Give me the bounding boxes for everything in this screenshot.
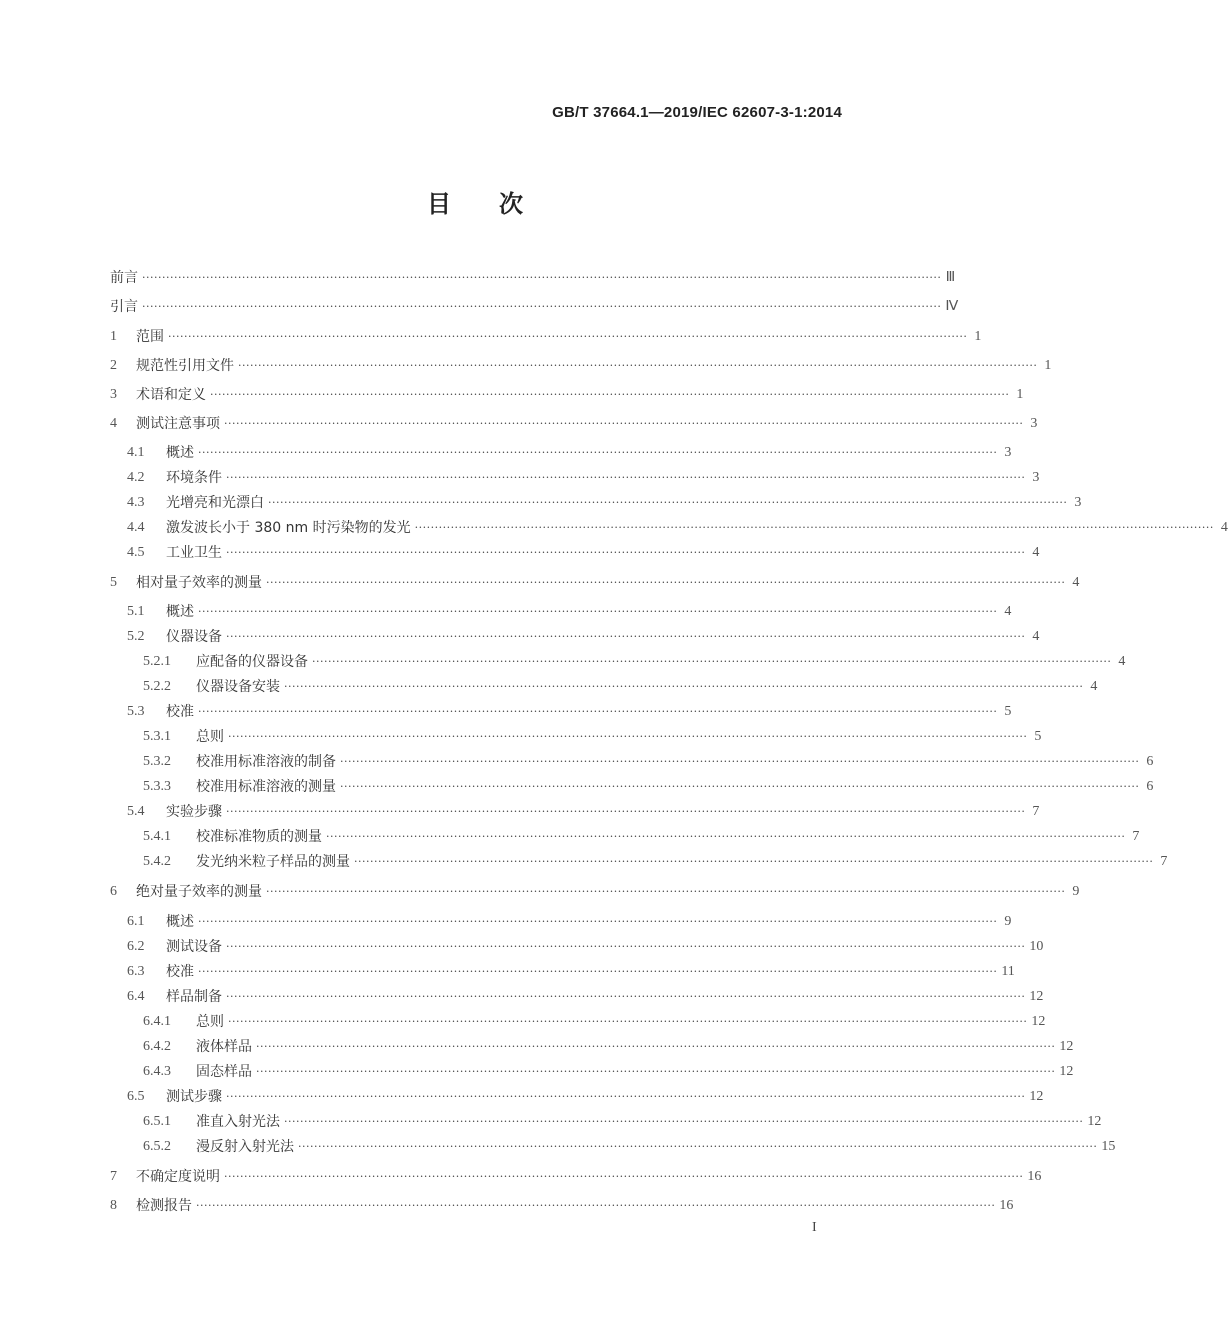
leader-dots: ········································································································································································································ [256,1040,1056,1053]
leader-dots: ········································································································································································································ [226,940,1026,953]
toc-entry-title: 校准 [166,704,194,720]
toc-entry-number: 6.5.2 [143,1139,171,1154]
toc-entry[interactable] [0,442,1012,464]
toc-entry-page: 5 [1004,704,1012,719]
toc-entry-number: 5.1 [127,604,145,619]
leader-dots: ········································································································································································································ [226,1090,1026,1103]
toc-entry-title: 测试注意事项 [136,416,220,432]
toc-entry[interactable] [0,701,1012,723]
toc-entry[interactable] [0,601,1012,623]
leader-dots: ········································································································································································································ [340,755,1140,768]
toc-entry-page: 6 [1146,779,1154,794]
toc-entry[interactable] [0,626,1040,648]
toc-entry-number: 4.5 [127,545,145,560]
leader-dots: ········································································································································································································ [198,705,998,718]
leader-dots: ········································································································································································································ [142,271,942,284]
toc-entry-page: 3 [1030,416,1038,431]
title-char: 目 [427,190,451,218]
toc-entry-page: 12 [1031,1014,1046,1029]
toc-entry-page: 4 [1032,629,1040,644]
toc-entry-title: 校准标准物质的测量 [196,829,322,845]
toc-entry-title: 环境条件 [166,470,222,486]
toc-entry-page: 12 [1059,1064,1074,1079]
toc-entry-number: 6.2 [127,939,145,954]
toc-entry[interactable] [0,467,1040,489]
toc-entry-number: 6.4.3 [143,1064,171,1079]
toc-entry-page: 5 [1034,729,1042,744]
leader-dots: ········································································································································································································ [268,496,1068,509]
toc-entry-number: 2 [110,358,117,373]
toc-entry-title: 工业卫生 [166,545,222,561]
toc-entry-number: 4.3 [127,495,145,510]
toc-entry[interactable] [0,651,1126,673]
toc-entry[interactable] [0,726,1042,748]
leader-dots: ········································································································································································································ [238,359,1038,372]
toc-entry[interactable] [0,826,1140,848]
toc-entry-number: 1 [110,329,117,344]
toc-entry-number: 5 [110,575,117,590]
leader-dots: ········································································································································································································ [354,855,1154,868]
toc-entry-page: 7 [1132,829,1140,844]
leader-dots: ········································································································································································································ [312,655,1112,668]
toc-entry-title: 测试步骤 [166,1089,222,1105]
toc-entry-title: 绝对量子效率的测量 [136,884,262,900]
toc-entry-title: 总则 [196,1014,224,1030]
toc-entry-page: 1 [1044,358,1052,373]
standard-number-header: GB/T 37664.1—2019/IEC 62607-3-1:2014 [552,104,842,121]
toc-entry[interactable] [0,542,1040,564]
toc-entry-page: 10 [1029,939,1044,954]
toc-entry[interactable] [0,384,1024,406]
toc-entry-title: 准直入射光法 [196,1114,280,1130]
toc-entry-number: 5.3 [127,704,145,719]
toc-entry[interactable] [0,1061,1074,1083]
toc-entry-number: 5.3.3 [143,779,171,794]
toc-entry-number: 5.4.2 [143,854,171,869]
toc-entry[interactable] [0,267,956,289]
toc-entry[interactable] [0,1136,1116,1158]
toc-entry[interactable] [0,296,959,318]
toc-entry-page: 3 [1032,470,1040,485]
toc-entry-page: 4 [1118,654,1126,669]
toc-entry-title: 不确定度说明 [136,1169,220,1185]
toc-entry[interactable] [0,751,1154,773]
leader-dots: ········································································································································································································ [266,576,1066,589]
toc-entry-title: 总则 [196,729,224,745]
toc-entry-page: 12 [1029,1089,1044,1104]
toc-entry[interactable] [0,801,1040,823]
toc-entry-page: 15 [1101,1139,1116,1154]
toc-entry[interactable] [0,676,1098,698]
leader-dots: ········································································································································································································ [226,805,1026,818]
leader-dots: ········································································································································································································ [228,730,1028,743]
toc-entry-title: 固态样品 [196,1064,252,1080]
leader-dots: ········································································································································································································ [284,680,1084,693]
leader-dots: ········································································································································································································ [168,330,968,343]
toc-entry-page: 16 [1027,1169,1042,1184]
toc-entry-title: 概述 [166,914,194,930]
leader-dots: ········································································································································································································ [198,965,998,978]
toc-entry[interactable] [0,776,1154,798]
toc-entry-title: 相对量子效率的测量 [136,575,262,591]
toc-entry-number: 4.2 [127,470,145,485]
toc-entry-number: 5.3.2 [143,754,171,769]
toc-entry-number: 4.4 [127,520,145,535]
toc-entry-number: 6 [110,884,117,899]
toc-entry-title: 术语和定义 [136,387,206,403]
toc-entry-number: 6.1 [127,914,145,929]
leader-dots: ········································································································································································································ [284,1115,1084,1128]
toc-entry-title: 光增亮和光漂白 [166,495,264,511]
toc-entry-title: 校准用标准溶液的测量 [196,779,336,795]
leader-dots: ········································································································································································································ [142,300,942,313]
leader-dots: ········································································································································································································ [414,521,1214,534]
leader-dots: ········································································································································································································ [198,915,998,928]
toc-entry-title: 规范性引用文件 [136,358,234,374]
toc-entry[interactable] [0,326,982,348]
toc-entry-number: 5.4.1 [143,829,171,844]
leader-dots: ········································································································································································································ [196,1199,996,1212]
toc-entry-number: 5.2 [127,629,145,644]
toc-entry-title: 激发波长小于 380 nm 时污染物的发光 [166,520,411,536]
toc-entry-number: 8 [110,1198,117,1213]
toc-entry[interactable] [0,517,1228,539]
leader-dots: ········································································································································································································ [210,388,1010,401]
toc-entry-title: 概述 [166,604,194,620]
toc-entry-number: 5.2.1 [143,654,171,669]
toc-entry[interactable] [0,1036,1074,1058]
toc-entry-page: 4 [1220,520,1228,535]
toc-entry-title: 校准 [166,964,194,980]
toc-entry-page: 1 [1016,387,1024,402]
leader-dots: ········································································································································································································ [226,471,1026,484]
page-number: I [812,1220,817,1235]
toc-entry-page: 12 [1087,1114,1102,1129]
leader-dots: ········································································································································································································ [266,885,1066,898]
toc-entry-number: 6.5.1 [143,1114,171,1129]
toc-entry-page: 9 [1004,914,1012,929]
toc-entry-title: 仪器设备安装 [196,679,280,695]
toc-entry[interactable] [0,936,1044,958]
toc-entry-title: 仪器设备 [166,629,222,645]
toc-entry-number: 6.3 [127,964,145,979]
toc-entry-page: 9 [1072,884,1080,899]
leader-dots: ········································································································································································································ [298,1140,1098,1153]
toc-entry-title: 样品制备 [166,989,222,1005]
toc-entry-page: 3 [1074,495,1082,510]
toc-entry[interactable] [0,1111,1102,1133]
toc-entry[interactable] [0,881,1080,903]
toc-entry[interactable] [0,1011,1046,1033]
toc-entry[interactable] [0,961,1015,983]
toc-entry-title: 漫反射入射光法 [196,1139,294,1155]
toc-entry-title: 引言 [110,299,138,315]
toc-entry-page: 4 [1032,545,1040,560]
toc-entry-title: 范围 [136,329,164,345]
toc-entry-page: 1 [974,329,982,344]
leader-dots: ········································································································································································································ [226,546,1026,559]
toc-entry[interactable] [0,851,1168,873]
toc-entry[interactable] [0,492,1082,514]
leader-dots: ········································································································································································································ [256,1065,1056,1078]
toc-entry-number: 6.4.1 [143,1014,171,1029]
toc-entry[interactable] [0,572,1080,594]
toc-entry-title: 校准用标准溶液的制备 [196,754,336,770]
toc-entry-title: 液体样品 [196,1039,252,1055]
toc-entry[interactable] [0,1166,1042,1188]
leader-dots: ········································································································································································································ [326,830,1126,843]
leader-dots: ········································································································································································································ [340,780,1140,793]
toc-entry-number: 4 [110,416,117,431]
toc-entry-title: 实验步骤 [166,804,222,820]
page-title [0,184,950,219]
toc-entry-page: 7 [1160,854,1168,869]
leader-dots: ········································································································································································································ [224,417,1024,430]
toc-entry-page: 12 [1029,989,1044,1004]
toc-entry-number: 5.3.1 [143,729,171,744]
toc-entry[interactable] [0,986,1044,1008]
toc-entry-number: 3 [110,387,117,402]
toc-entry-number: 5.4 [127,804,145,819]
toc-entry-number: 6.4.2 [143,1039,171,1054]
toc-entry[interactable] [0,1086,1044,1108]
toc-entry-page: Ⅲ [945,270,956,285]
leader-dots: ········································································································································································································ [226,990,1026,1003]
leader-dots: ········································································································································································································ [198,446,998,459]
leader-dots: ········································································································································································································ [224,1170,1024,1183]
leader-dots: ········································································································································································································ [228,1015,1028,1028]
toc-entry-number: 6.5 [127,1089,145,1104]
toc-entry[interactable] [0,355,1052,377]
toc-entry-title: 测试设备 [166,939,222,955]
toc-entry-number: 5.2.2 [143,679,171,694]
toc-entry-page: Ⅳ [945,299,959,314]
toc-entry-title: 检测报告 [136,1198,192,1214]
leader-dots: ········································································································································································································ [226,630,1026,643]
toc-entry-page: 11 [1001,964,1015,979]
toc-entry-page: 16 [999,1198,1014,1213]
toc-entry[interactable] [0,413,1038,435]
leader-dots: ········································································································································································································ [198,605,998,618]
toc-entry[interactable] [0,1195,1014,1217]
toc-entry-number: 7 [110,1169,117,1184]
toc-entry-title: 发光纳米粒子样品的测量 [196,854,350,870]
toc-entry-number: 4.1 [127,445,145,460]
title-char: 次 [499,190,523,218]
toc-entry-title: 前言 [110,270,138,286]
toc-entry-page: 4 [1004,604,1012,619]
toc-entry-title: 概述 [166,445,194,461]
toc-entry-number: 6.4 [127,989,145,1004]
toc-entry-page: 7 [1032,804,1040,819]
toc-entry-page: 6 [1146,754,1154,769]
toc-entry-page: 4 [1072,575,1080,590]
toc-entry-page: 3 [1004,445,1012,460]
toc-entry-page: 4 [1090,679,1098,694]
toc-entry-title: 应配备的仪器设备 [196,654,308,670]
toc-entry-page: 12 [1059,1039,1074,1054]
toc-entry[interactable] [0,911,1012,933]
